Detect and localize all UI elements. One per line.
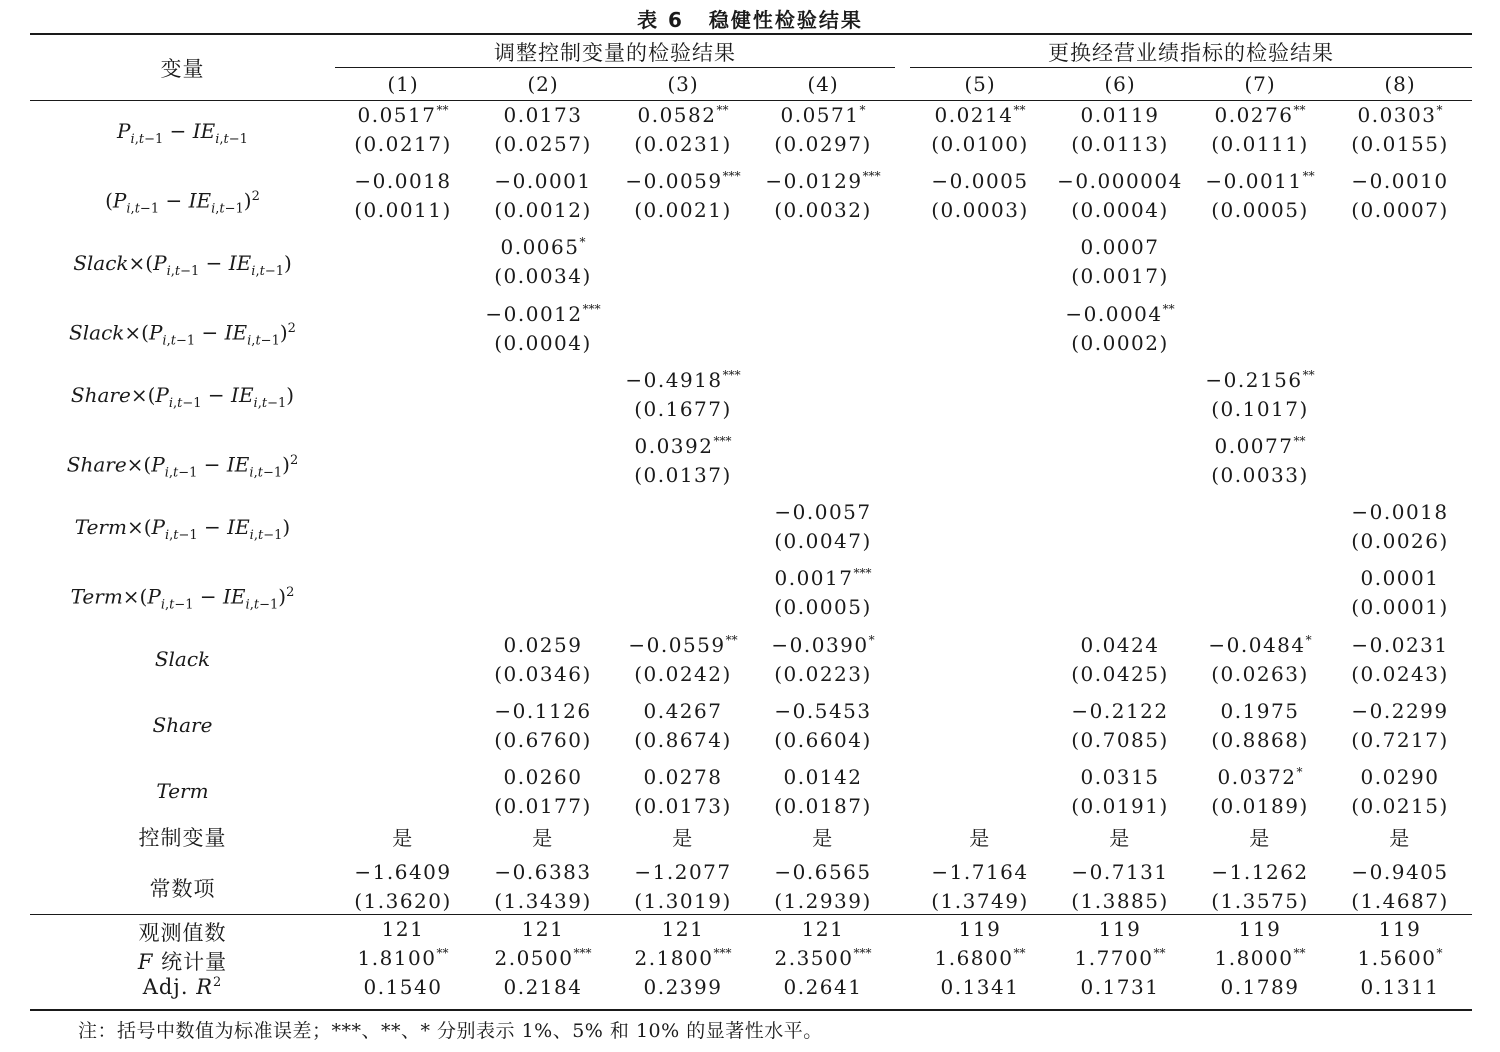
observations-cell: 119 — [1238, 917, 1282, 941]
constant-cell: −1.7164 — [931, 860, 1029, 884]
row-label-slack-gap: $Slack\times(P_{i,t-1} - IE_{i,t-1})$ — [73, 251, 292, 279]
std-error-cell: (0.0257) — [494, 132, 592, 156]
row-label-term: Term — [156, 779, 209, 803]
controls-cell: 是 — [532, 826, 554, 850]
coefficient-cell: −0.5453 — [774, 698, 872, 723]
constant-cell: −1.1262 — [1211, 860, 1309, 884]
group-title-adjusted-controls: 调整控制变量的检验结果 — [494, 41, 736, 65]
std-error-cell: (0.0005) — [1211, 198, 1309, 223]
row-label-slack: Slack — [154, 647, 211, 671]
controls-cell: 是 — [392, 826, 414, 850]
coefficient-cell: −0.0005 — [931, 169, 1029, 194]
coefficient-cell: 0.0001 — [1360, 566, 1440, 591]
coefficient-cell: −0.0129*** — [765, 169, 881, 194]
coefficient-cell: −0.0057 — [774, 500, 872, 525]
coefficient-cell: −0.0484* — [1208, 632, 1312, 657]
std-error-cell: (0.0215) — [1351, 794, 1449, 818]
column-number: (1) — [387, 72, 419, 96]
row-label-gap-squared: $(P_{i,t-1} - IE_{i,t-1})^2$ — [105, 188, 260, 217]
std-error-cell: (0.7217) — [1351, 727, 1449, 752]
constant-se-cell: (1.3885) — [1071, 889, 1169, 913]
std-error-cell: (0.0005) — [774, 595, 872, 620]
coefficient-cell: 0.0392*** — [634, 434, 732, 458]
std-error-cell: (0.0223) — [774, 661, 872, 686]
observations-cell: 121 — [801, 917, 845, 941]
coefficient-cell: −0.0559** — [628, 632, 738, 657]
constant-se-cell: (1.4687) — [1351, 889, 1449, 913]
fstat-cell: 2.0500*** — [494, 946, 592, 970]
column-number: (5) — [964, 72, 996, 96]
constant-se-cell: (1.3749) — [931, 889, 1029, 913]
std-error-cell: (0.0263) — [1211, 661, 1309, 686]
fstat-cell: 1.7700** — [1074, 946, 1166, 970]
row-label-constant: 常数项 — [149, 877, 216, 901]
coefficient-cell: 0.0007 — [1080, 235, 1160, 260]
column-number: (6) — [1104, 72, 1136, 96]
std-error-cell: (0.0189) — [1211, 794, 1309, 818]
std-error-cell: (0.1017) — [1211, 396, 1309, 421]
std-error-cell: (0.8868) — [1211, 727, 1309, 752]
coefficient-cell: 0.0017*** — [774, 566, 872, 591]
column-number: (2) — [527, 72, 559, 96]
std-error-cell: (0.0017) — [1071, 264, 1169, 289]
controls-cell: 是 — [1249, 826, 1271, 850]
observations-cell: 119 — [958, 917, 1002, 941]
std-error-cell: (0.0177) — [494, 794, 592, 818]
constant-se-cell: (1.3019) — [634, 889, 732, 913]
fstat-cell: 1.5600* — [1357, 946, 1443, 970]
constant-cell: −0.6383 — [494, 860, 592, 884]
constant-cell: −0.9405 — [1351, 860, 1449, 884]
std-error-cell: (0.0243) — [1351, 661, 1449, 686]
std-error-cell: (0.0231) — [634, 132, 732, 156]
coefficient-cell: 0.0372* — [1217, 765, 1303, 789]
row-label-share-gap: $Share\times(P_{i,t-1} - IE_{i,t-1})$ — [70, 383, 295, 411]
constant-cell: −1.2077 — [634, 860, 732, 884]
std-error-cell: (0.0111) — [1211, 132, 1309, 156]
coefficient-cell: 0.0278 — [643, 765, 723, 789]
coefficient-cell: −0.0390* — [771, 632, 875, 657]
row-label-share: Share — [152, 713, 213, 737]
std-error-cell: (0.0026) — [1351, 529, 1449, 554]
stats-rule — [30, 914, 1472, 915]
std-error-cell: (0.0021) — [634, 198, 732, 223]
std-error-cell: (0.6604) — [774, 727, 872, 752]
std-error-cell: (0.8674) — [634, 727, 732, 752]
constant-cell: −1.6409 — [354, 860, 452, 884]
controls-cell: 是 — [812, 826, 834, 850]
std-error-cell: (0.0004) — [494, 330, 592, 355]
coefficient-cell: −0.0011** — [1205, 169, 1315, 194]
std-error-cell: (0.0113) — [1071, 132, 1169, 156]
std-error-cell: (0.0033) — [1211, 463, 1309, 487]
coefficient-cell: 0.0582** — [637, 103, 729, 127]
std-error-cell: (0.0004) — [1071, 198, 1169, 223]
group-underline-2 — [910, 67, 1472, 68]
constant-se-cell: (1.3439) — [494, 889, 592, 913]
adjr2-cell: 0.2641 — [783, 975, 863, 999]
coefficient-cell: −0.1126 — [494, 698, 592, 723]
coefficient-cell: −0.0001 — [494, 169, 592, 194]
std-error-cell: (0.1677) — [634, 396, 732, 421]
observations-cell: 119 — [1378, 917, 1422, 941]
row-label-term-gap: $Term\times(P_{i,t-1} - IE_{i,t-1})$ — [74, 515, 291, 543]
coefficient-cell: −0.000004 — [1057, 169, 1183, 194]
std-error-cell: (0.0137) — [634, 463, 732, 487]
coefficient-cell: −0.0059*** — [625, 169, 741, 194]
std-error-cell: (0.0425) — [1071, 661, 1169, 686]
top-rule — [30, 33, 1472, 35]
column-number: (4) — [807, 72, 839, 96]
coefficient-cell: 0.0424 — [1080, 632, 1160, 657]
coefficient-cell: −0.0231 — [1351, 632, 1449, 657]
constant-se-cell: (1.2939) — [774, 889, 872, 913]
coefficient-cell: −0.0018 — [1351, 500, 1449, 525]
std-error-cell: (0.0001) — [1351, 595, 1449, 620]
adjr2-cell: 0.1789 — [1220, 975, 1300, 999]
controls-cell: 是 — [672, 826, 694, 850]
std-error-cell: (0.0034) — [494, 264, 592, 289]
observations-cell: 119 — [1098, 917, 1142, 941]
constant-se-cell: (1.3575) — [1211, 889, 1309, 913]
table-title — [0, 4, 1500, 33]
std-error-cell: (0.0346) — [494, 661, 592, 686]
table-note: 注：括号中数值为标准误差；***、**、* 分别表示 1%、5% 和 10% 的显著性水平。 — [78, 1020, 823, 1042]
adjr2-cell: 0.1341 — [940, 975, 1020, 999]
coefficient-cell: 0.0119 — [1080, 103, 1160, 127]
row-label-controls: 控制变量 — [138, 826, 227, 850]
coefficient-cell: −0.0012*** — [485, 301, 601, 326]
row-label-adjr2: Adj. $R^2$ — [142, 975, 223, 999]
adjr2-cell: 0.2184 — [503, 975, 583, 999]
coefficient-cell: −0.2299 — [1351, 698, 1449, 723]
column-number: (8) — [1384, 72, 1416, 96]
fstat-cell: 1.8000** — [1214, 946, 1306, 970]
coefficient-cell: 0.0259 — [503, 632, 583, 657]
coefficient-cell: 0.0276** — [1214, 103, 1306, 127]
column-number: (3) — [667, 72, 699, 96]
row-label-fstat: F 统计量 — [137, 950, 228, 974]
std-error-cell: (0.0100) — [931, 132, 1029, 156]
std-error-cell: (0.0173) — [634, 794, 732, 818]
coefficient-cell: 0.0214** — [934, 103, 1026, 127]
header-rule — [30, 100, 1472, 101]
controls-cell: 是 — [1109, 826, 1131, 850]
constant-cell: −0.7131 — [1071, 860, 1169, 884]
fstat-cell: 1.6800** — [934, 946, 1026, 970]
controls-cell: 是 — [1389, 826, 1411, 850]
table-name: 稳健性检验结果 — [708, 8, 863, 32]
coefficient-cell: 0.0315 — [1080, 765, 1160, 789]
coefficient-cell: 0.4267 — [643, 698, 723, 723]
row-label-slack-gap-squared: $Slack\times(P_{i,t-1} - IE_{i,t-1})^2$ — [69, 320, 296, 349]
std-error-cell: (0.0007) — [1351, 198, 1449, 223]
adjr2-cell: 0.2399 — [643, 975, 723, 999]
fstat-cell: 2.1800*** — [634, 946, 732, 970]
std-error-cell: (0.0187) — [774, 794, 872, 818]
coefficient-cell: 0.0260 — [503, 765, 583, 789]
coefficient-cell: 0.0142 — [783, 765, 863, 789]
row-label-term-gap-squared: $Term\times(P_{i,t-1} - IE_{i,t-1})^2$ — [70, 584, 295, 613]
column-number: (7) — [1244, 72, 1276, 96]
observations-cell: 121 — [381, 917, 425, 941]
std-error-cell: (0.0217) — [354, 132, 452, 156]
std-error-cell: (0.7085) — [1071, 727, 1169, 752]
coefficient-cell: 0.1975 — [1220, 698, 1300, 723]
adjr2-cell: 0.1311 — [1360, 975, 1440, 999]
std-error-cell: (0.0011) — [354, 198, 452, 223]
fstat-cell: 2.3500*** — [774, 946, 872, 970]
coefficient-cell: 0.0065* — [500, 235, 586, 260]
coefficient-cell: −0.0010 — [1351, 169, 1449, 194]
observations-cell: 121 — [661, 917, 705, 941]
group-underline-1 — [335, 67, 895, 68]
row-label-gap: $P_{i,t-1} - IE_{i,t-1}$ — [117, 119, 248, 147]
group-title-alternative-performance: 更换经营业绩指标的检验结果 — [1048, 41, 1334, 65]
coefficient-cell: 0.0290 — [1360, 765, 1440, 789]
bottom-rule — [30, 1009, 1472, 1011]
adjr2-cell: 0.1540 — [363, 975, 443, 999]
header-variable: 变量 — [160, 57, 205, 81]
std-error-cell: (0.0003) — [931, 198, 1029, 223]
std-error-cell: (0.0155) — [1351, 132, 1449, 156]
coefficient-cell: −0.0004** — [1065, 301, 1175, 326]
std-error-cell: (0.0191) — [1071, 794, 1169, 818]
coefficient-cell: −0.0018 — [354, 169, 452, 194]
fstat-cell: 1.8100** — [357, 946, 449, 970]
observations-cell: 121 — [521, 917, 565, 941]
coefficient-cell: −0.2122 — [1071, 698, 1169, 723]
constant-cell: −0.6565 — [774, 860, 872, 884]
constant-se-cell: (1.3620) — [354, 889, 452, 913]
std-error-cell: (0.0242) — [634, 661, 732, 686]
adjr2-cell: 0.1731 — [1080, 975, 1160, 999]
coefficient-cell: −0.2156** — [1205, 367, 1315, 392]
std-error-cell: (0.0047) — [774, 529, 872, 554]
controls-cell: 是 — [969, 826, 991, 850]
coefficient-cell: 0.0517** — [357, 103, 449, 127]
coefficient-cell: 0.0303* — [1357, 103, 1443, 127]
coefficient-cell: −0.4918*** — [625, 367, 741, 392]
coefficient-cell: 0.0571* — [780, 103, 866, 127]
table-number: 表 6 — [637, 8, 684, 32]
row-label-share-gap-squared: $Share\times(P_{i,t-1} - IE_{i,t-1})^2$ — [66, 452, 299, 481]
std-error-cell: (0.0297) — [774, 132, 872, 156]
std-error-cell: (0.0002) — [1071, 330, 1169, 355]
row-label-observations: 观测值数 — [138, 921, 227, 945]
coefficient-cell: 0.0077** — [1214, 434, 1306, 458]
std-error-cell: (0.0012) — [494, 198, 592, 223]
std-error-cell: (0.6760) — [494, 727, 592, 752]
coefficient-cell: 0.0173 — [503, 103, 583, 127]
std-error-cell: (0.0032) — [774, 198, 872, 223]
